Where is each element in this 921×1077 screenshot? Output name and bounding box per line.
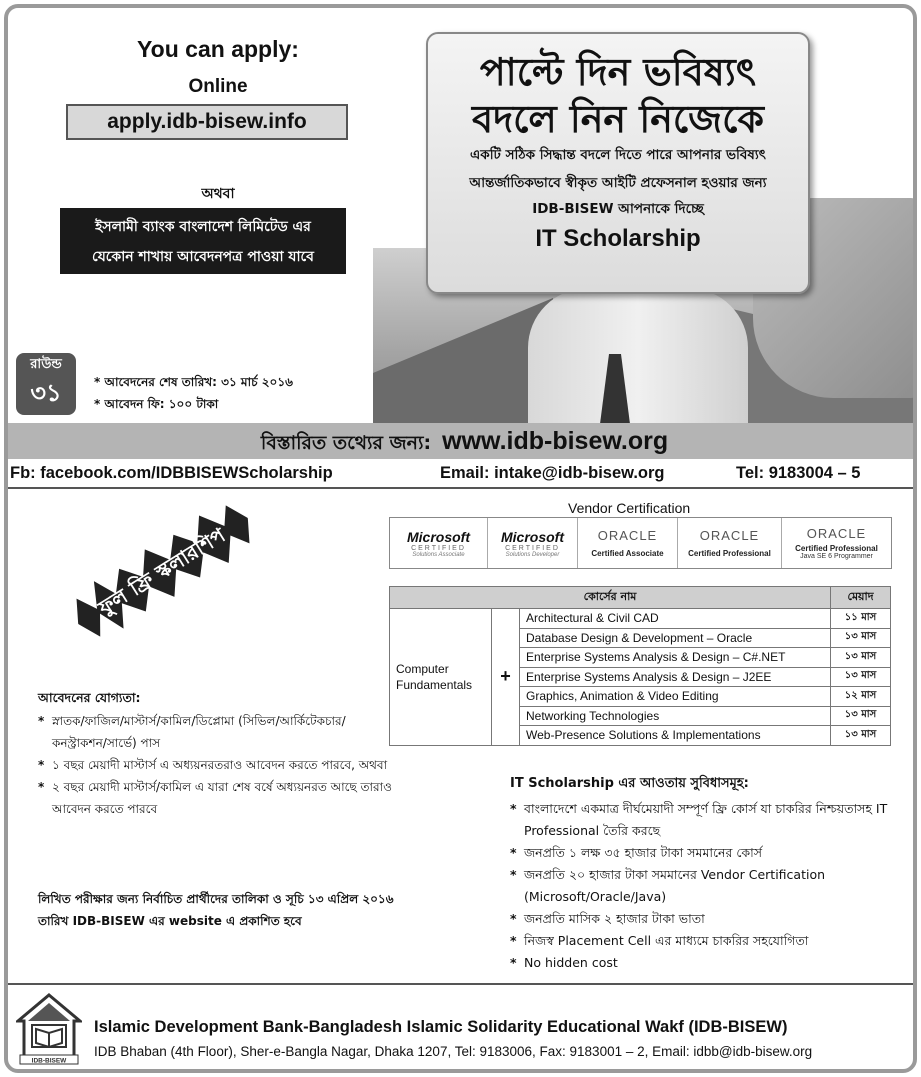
facebook-link[interactable]: Fb: facebook.com/IDBBISEWScholarship (10, 464, 333, 482)
course-duration: ১৩ মাস (831, 628, 891, 648)
bank-branch-notice (60, 208, 346, 274)
organization-name: Islamic Development Bank-Bangladesh Islamic Solidarity Educational Wakf (IDB-BISEW) (94, 1018, 788, 1036)
table-row (390, 609, 891, 629)
course-duration: ১২ মাস (831, 687, 891, 707)
list-item: * বাংলাদেশে একমাত্র দীর্ঘমেয়াদী সম্পূর্ণ ফ্রি কোর্স যা চাকরির নিশ্চয়তাসহ IT Professional তৈরি করছে (510, 798, 910, 842)
organization-address: IDB Bhaban (4th Floor), Sher-e-Bangla Nagar, Dhaka 1207, Tel: 9183006, Fax: 9183001 – 2, Email: idbb@idb-bisew.org (94, 1044, 813, 1059)
microsoft-associate-logo: Microsoft CERTIFIED Solutions Associate (390, 518, 488, 568)
hero-line-3: IDB-BISEW আপনাকে দিচ্ছে (532, 201, 704, 217)
course-duration: ১৩ মাস (831, 726, 891, 746)
course-name: Enterprise Systems Analysis & Design – J2EE (520, 667, 831, 687)
round-label: রাউন্ড (30, 357, 62, 372)
course-duration: ১৩ মাস (831, 667, 891, 687)
round-number: ৩১ (30, 379, 62, 407)
website-link[interactable]: www.idb-bisew.org (442, 427, 669, 455)
round-badge (16, 353, 76, 415)
benefits-list (510, 798, 910, 974)
eligibility-list (38, 710, 398, 820)
duration-header: মেয়াদ (831, 587, 891, 609)
course-duration: ১৩ মাস (831, 706, 891, 726)
list-item: * জনপ্রতি ১ লক্ষ ৩৫ হাজার টাকা সমমানের কোর্স (510, 842, 910, 864)
headline-1: পাল্টে দিন ভবিষ্যৎ (479, 50, 757, 94)
headline-2: বদলে নিন নিজেকে (471, 97, 765, 141)
advertisement (4, 4, 917, 1073)
scholarship-title: IT Scholarship (535, 225, 701, 252)
bank-line-2: যেকোন শাখায় আবেদনপত্র পাওয়া যাবে (92, 249, 314, 265)
course-name: Graphics, Animation & Video Editing (520, 687, 831, 707)
contact-row (8, 459, 917, 489)
website-label: বিস্তারিত তথ্যের জন্য: (260, 432, 432, 454)
list-item: * জনপ্রতি ২০ হাজার টাকা সমমানের Vendor Certification (Microsoft/Oracle/Java) (510, 864, 910, 908)
apply-url-link[interactable]: apply.idb-bisew.info (66, 104, 348, 140)
fee-text: * আবেদন ফি: ১০০ টাকা (94, 397, 219, 411)
idb-bisew-logo-icon (16, 993, 82, 1065)
vendor-logos (389, 517, 892, 569)
hero-line-1: একটি সঠিক সিদ্ধান্ত বদলে দিতে পারে আপনার ভবিষ্যৎ (469, 147, 767, 163)
list-item: * ২ বছর মেয়াদী মাস্টার্স/কামিল এ যারা শেষ বর্ষে অধ্যয়নরত আছে তারাও আবেদন করতে পারবে (38, 776, 398, 820)
shirt (528, 288, 748, 423)
free-scholarship-burst (38, 503, 298, 643)
oracle-java-logo: ORACLE Certified Professional Java SE 6 Programmer (795, 526, 878, 560)
list-item: * ১ বছর মেয়াদী মাস্টার্স এ অধ্যয়নরতরাও আবেদন করতে পারবে, অথবা (38, 754, 398, 776)
logo-text: IDB-BISEW (31, 1057, 67, 1065)
course-table-header (390, 587, 891, 609)
apply-heading: You can apply: (137, 36, 299, 62)
course-name-header: কোর্সের নাম (390, 587, 831, 609)
course-name: Networking Technologies (520, 706, 831, 726)
fundamentals-cell: Computer Fundamentals (390, 609, 492, 746)
oracle-professional-logo: ORACLE Certified Professional (678, 518, 782, 568)
course-name: Architectural & Civil CAD (520, 609, 831, 629)
course-duration: ১১ মাস (831, 609, 891, 629)
exam-note: লিখিত পরীক্ষার জন্য নির্বাচিত প্রার্থীদের তালিকা ও সূচি ১৩ এপ্রিল ২০১৬ তারিখ IDB-BISEW এর website এ প্রকাশিত হবে (38, 892, 394, 928)
course-name: Database Design & Development – Oracle (520, 628, 831, 648)
course-duration: ১৩ মাস (831, 648, 891, 668)
list-item: * No hidden cost (510, 952, 910, 974)
microsoft-developer-logo: Microsoft CERTIFIED Solutions Developer (488, 518, 578, 568)
eligibility-title: আবেদনের যোগ্যতা: (38, 690, 141, 705)
hero-line-2: আন্তর্জাতিকভাবে স্বীকৃত আইটি প্রফেসনাল হওয়ার জন্য (469, 175, 767, 191)
vendor-title: Vendor Certification (568, 500, 691, 516)
burst-text: ফুল ফ্রি স্কলারশিপ (94, 522, 230, 620)
or-label: অথবা (201, 186, 235, 202)
plus-sign: + (492, 609, 520, 746)
list-item: * জনপ্রতি মাসিক ২ হাজার টাকা ভাতা (510, 908, 910, 930)
benefits-title: IT Scholarship এর আওতায় সুবিধাসমূহ: (510, 776, 749, 791)
list-item: * নিজস্ব Placement Cell এর মাধ্যমে চাকরির সহযোগিতা (510, 930, 910, 952)
email-link[interactable]: Email: intake@idb-bisew.org (440, 464, 665, 482)
online-label: Online (188, 76, 248, 97)
course-name: Web-Presence Solutions & Implementations (520, 726, 831, 746)
oracle-associate-logo: ORACLE Certified Associate (578, 518, 678, 568)
website-band (8, 423, 917, 459)
course-table (389, 586, 891, 746)
hero-card (426, 32, 810, 294)
footer-divider (8, 983, 917, 985)
phone-text: Tel: 9183004 – 5 (736, 464, 861, 482)
list-item: * স্নাতক/ফাজিল/মাস্টার্স/কামিল/ডিপ্লোমা (সিভিল/আর্কিটেকচার/কনস্ট্রাকশন/সার্ভে) পাস (38, 710, 398, 754)
bank-line-1: ইসলামী ব্যাংক বাংলাদেশ লিমিটেড এর (95, 219, 311, 235)
course-name: Enterprise Systems Analysis & Design – C#.NET (520, 648, 831, 668)
deadline-text: * আবেদনের শেষ তারিখ: ৩১ মার্চ ২০১৬ (94, 375, 293, 389)
